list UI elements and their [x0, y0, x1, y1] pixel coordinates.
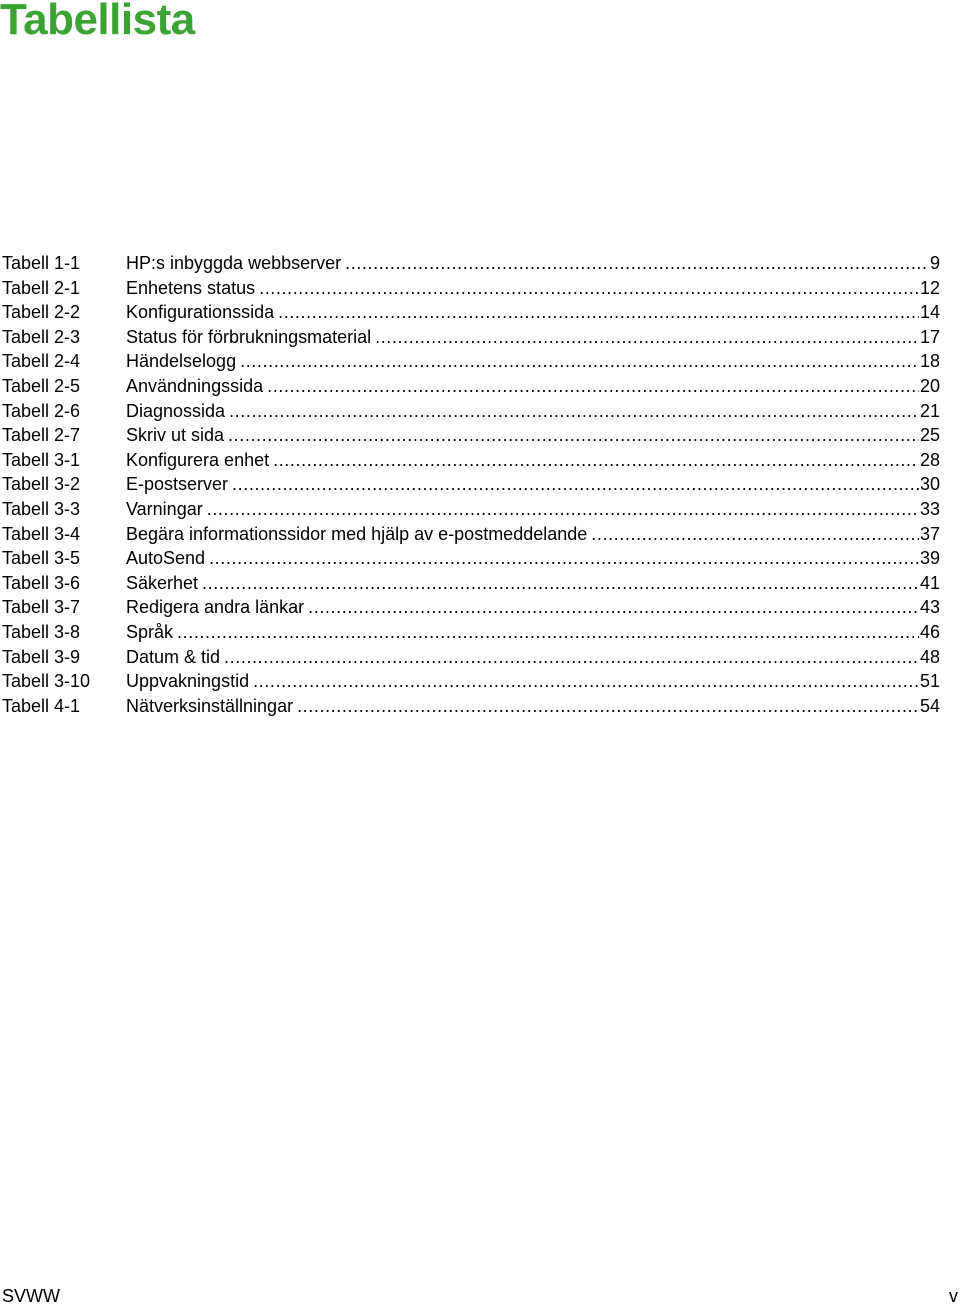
toc-number: Tabell 3-1	[2, 449, 81, 470]
toc-entry-2-4[interactable]	[2, 349, 940, 374]
dot-leader	[308, 595, 919, 619]
toc-title: Redigera andra länkar	[126, 597, 305, 618]
toc-page-number: 46	[919, 621, 940, 642]
toc-entry-4-1[interactable]	[2, 694, 940, 719]
toc-entry-2-1[interactable]	[2, 276, 940, 301]
toc-entry-text	[126, 669, 940, 693]
toc-title: Konfigurationssida	[126, 302, 275, 323]
dot-leader	[297, 694, 919, 718]
dot-leader	[591, 522, 919, 546]
dot-leader	[273, 448, 919, 472]
toc-number: Tabell 3-2	[2, 474, 81, 495]
toc-title: Uppvakningstid	[126, 671, 250, 692]
toc-title: Varningar	[126, 498, 203, 519]
toc-number: Tabell 3-9	[2, 646, 81, 667]
toc-entry-2-3[interactable]	[2, 325, 940, 350]
toc-entry-3-9[interactable]	[2, 645, 940, 670]
toc-page-number: 21	[919, 400, 940, 421]
toc-title: Enhetens status	[126, 277, 256, 298]
toc-entry-text	[126, 694, 940, 718]
toc-page-number: 20	[919, 375, 940, 396]
toc-entry-text	[126, 374, 940, 398]
toc-entry-3-2[interactable]	[2, 472, 940, 497]
toc-title: Användningssida	[126, 375, 264, 396]
toc-page-number: 54	[919, 695, 940, 716]
footer-document-code: SVWW	[2, 1286, 60, 1306]
toc-number: Tabell 3-8	[2, 621, 81, 642]
toc-entry-text	[126, 645, 940, 669]
toc-number: Tabell 3-4	[2, 523, 81, 544]
toc-page-number: 9	[929, 253, 940, 273]
toc-number: Tabell 2-1	[2, 277, 81, 298]
dot-leader	[229, 399, 919, 423]
table-list	[2, 251, 940, 718]
toc-entry-text	[126, 325, 940, 349]
toc-page-number: 17	[919, 326, 940, 347]
toc-entry-2-6[interactable]	[2, 399, 940, 424]
toc-page-number: 37	[919, 523, 940, 544]
toc-page-number: 18	[919, 351, 940, 372]
dot-leader	[259, 276, 919, 300]
page-title: Tabellista	[0, 0, 195, 44]
dot-leader	[232, 472, 919, 496]
toc-entry-text	[126, 399, 940, 423]
dot-leader	[207, 497, 919, 521]
toc-title: Skriv ut sida	[126, 425, 225, 446]
toc-number: Tabell 3-6	[2, 572, 81, 593]
dot-leader	[228, 423, 919, 447]
toc-number: Tabell 2-7	[2, 425, 81, 446]
toc-page-number: 30	[919, 474, 940, 495]
toc-entry-3-4[interactable]	[2, 522, 940, 547]
toc-entry-text	[126, 571, 940, 595]
toc-page-number: 39	[919, 548, 940, 569]
toc-title: HP:s inbyggda webbserver	[126, 253, 342, 273]
toc-page-number: 14	[919, 302, 940, 323]
toc-entry-2-2[interactable]	[2, 300, 940, 325]
toc-number: Tabell 2-5	[2, 375, 81, 396]
toc-title: Händelselogg	[126, 351, 237, 372]
toc-page-number: 51	[919, 671, 940, 692]
dot-leader	[253, 669, 919, 693]
toc-title: Begära informationssidor med hjälp av e-postmeddelande	[126, 523, 588, 544]
toc-title: Status för förbrukningsmaterial	[126, 326, 372, 347]
toc-title: Språk	[126, 621, 174, 642]
dot-leader	[177, 620, 919, 644]
toc-entry-2-5[interactable]	[2, 374, 940, 399]
dot-leader	[278, 300, 919, 324]
toc-page-number: 12	[919, 277, 940, 298]
toc-entry-text	[126, 595, 940, 619]
dot-leader	[240, 349, 919, 373]
toc-entry-text	[126, 522, 940, 546]
toc-entry-3-1[interactable]	[2, 448, 940, 473]
toc-entry-text	[126, 546, 940, 570]
toc-entry-text	[126, 251, 940, 275]
toc-number: Tabell 3-10	[2, 671, 91, 692]
dot-leader	[209, 546, 919, 570]
toc-page-number: 28	[919, 449, 940, 470]
toc-page-number: 48	[919, 646, 940, 667]
toc-number: Tabell 3-7	[2, 597, 81, 618]
toc-entry-text	[126, 497, 940, 521]
toc-number: Tabell 3-3	[2, 498, 81, 519]
toc-title: Nätverksinställningar	[126, 695, 294, 716]
toc-entry-3-3[interactable]	[2, 497, 940, 522]
toc-entry-text	[126, 276, 940, 300]
toc-number: Tabell 3-5	[2, 548, 81, 569]
toc-page-number: 25	[919, 425, 940, 446]
toc-title: Säkerhet	[126, 572, 199, 593]
toc-entry-3-5[interactable]	[2, 546, 940, 571]
footer-page-number: v	[949, 1286, 958, 1306]
toc-title: Diagnossida	[126, 400, 226, 421]
toc-number: Tabell 4-1	[2, 695, 81, 716]
toc-entry-text	[126, 472, 940, 496]
toc-title: AutoSend	[126, 548, 206, 569]
toc-page-number: 43	[919, 597, 940, 618]
toc-entry-text	[126, 448, 940, 472]
toc-entry-text	[126, 423, 940, 447]
toc-entry-text	[126, 620, 940, 644]
toc-title: Konfigurera enhet	[126, 449, 270, 470]
dot-leader	[375, 325, 919, 349]
toc-number: Tabell 2-4	[2, 351, 81, 372]
dot-leader	[267, 374, 919, 398]
dot-leader	[345, 251, 929, 275]
toc-number: Tabell 1-1	[2, 253, 81, 273]
toc-number: Tabell 2-6	[2, 400, 81, 421]
toc-page-number: 33	[919, 498, 940, 519]
toc-title: E-postserver	[126, 474, 229, 495]
toc-entry-3-6[interactable]	[2, 571, 940, 596]
toc-entry-2-7[interactable]	[2, 423, 940, 448]
toc-entry-1-1[interactable]	[2, 251, 940, 276]
toc-entry-3-10[interactable]	[2, 669, 940, 694]
dot-leader	[202, 571, 919, 595]
toc-number: Tabell 2-3	[2, 326, 81, 347]
toc-page-number: 41	[919, 572, 940, 593]
toc-entry-text	[126, 349, 940, 373]
dot-leader	[224, 645, 919, 669]
toc-entry-text	[126, 300, 940, 324]
toc-entry-3-8[interactable]	[2, 620, 940, 645]
toc-title: Datum & tid	[126, 646, 221, 667]
toc-entry-3-7[interactable]	[2, 595, 940, 620]
toc-number: Tabell 2-2	[2, 302, 81, 323]
